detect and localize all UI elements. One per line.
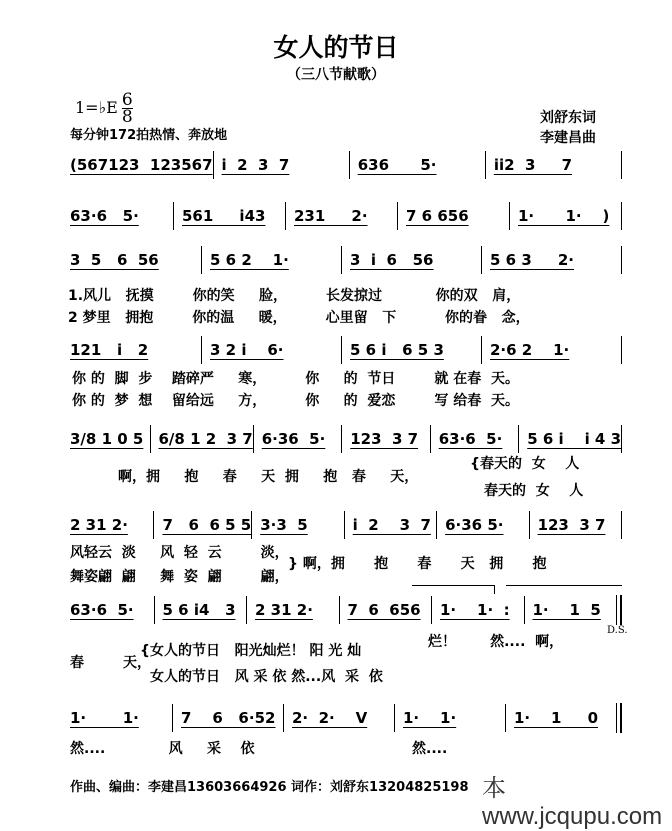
lyric-line: 然.... xyxy=(412,741,448,757)
measure: 1· 1· ) xyxy=(518,207,610,225)
measure: 63·6 5· xyxy=(438,430,503,448)
volta-bracket-1 xyxy=(412,585,495,594)
measure: 6·36 5· xyxy=(445,516,504,534)
measure: 5 6 i4 3 xyxy=(162,601,236,619)
notation-row xyxy=(62,247,622,273)
notation-row xyxy=(62,203,622,229)
measure: 5 6 i 6 5 3 xyxy=(350,341,444,359)
composer-credit: 李建昌曲 xyxy=(540,130,596,146)
measure: 6·36 5· xyxy=(261,430,326,448)
measure: 2· 2· V xyxy=(292,709,368,727)
da-segno-mark: D.S. xyxy=(607,625,628,636)
measure: 1· 1· : xyxy=(440,601,510,619)
lyric-line: 2 梦里 拥抱 你的温 暖， 心里留 下 你的眷 念， xyxy=(68,310,530,326)
key-text: 1=♭E xyxy=(75,98,118,117)
lyric-line: 啊，拥 抱 春 天 拥 抱 春 天， xyxy=(118,469,419,485)
watermark: 本www.jcqupu.com xyxy=(482,775,663,830)
measure: 5 6 2 1· xyxy=(210,251,289,269)
notation-row xyxy=(62,337,622,363)
barline xyxy=(621,246,622,274)
time-numerator: 6 xyxy=(121,90,133,110)
barline xyxy=(616,595,622,625)
measure: i 2 3 7 xyxy=(352,516,431,534)
measure: 5 6 3 2· xyxy=(490,251,575,269)
lyric-line: 春天的 女 人 xyxy=(484,483,584,499)
notation-row xyxy=(62,152,622,178)
barline xyxy=(621,151,622,179)
measure: 7 6 6 5 5 xyxy=(162,516,252,534)
lyric-line: 舞姿翩 翩 舞 姿 翩 翩， xyxy=(70,569,289,585)
lyric-line: 1.风儿 抚摸 你的笑 脸， 长发掠过 你的双 肩， xyxy=(68,288,521,304)
footer-credits: 作曲、编曲：李建昌13603664926 词作：刘舒东13204825198 xyxy=(70,780,469,795)
lyric-line: {女人的节日 阳光灿烂！ 阳 光 灿 xyxy=(140,643,362,659)
lyric-line: 烂！ 然.... 啊， xyxy=(428,634,564,650)
measure: 1· 1 5 xyxy=(532,601,601,619)
notation-row xyxy=(62,426,622,452)
measure: 123 3 7 xyxy=(350,430,419,448)
time-denominator: 8 xyxy=(121,107,133,127)
key-signature xyxy=(75,92,133,125)
measure: 3 2 i 6· xyxy=(210,341,284,359)
notation-row xyxy=(62,512,622,538)
notation-row xyxy=(62,705,622,731)
volta-bracket-2 xyxy=(506,585,622,594)
measure: 121 i 2 xyxy=(70,341,149,359)
lyric-line: 然.... 风 采 依 xyxy=(70,741,255,757)
song-subtitle: （三八节献歌） xyxy=(287,67,385,83)
measure: 7 6 656 xyxy=(406,207,469,225)
lyric-line: 你 的 梦 想 留给远 方， 你 的 爱恋 写 给春 天。 xyxy=(72,393,519,409)
measure: 5 6 i i 4 3 xyxy=(527,430,622,448)
measure: 123 3 7 xyxy=(537,516,606,534)
measure: 3·3 5 xyxy=(260,516,308,534)
measure: 1· 1· xyxy=(70,709,139,727)
measure: (567123 123567 xyxy=(70,156,213,174)
barline xyxy=(621,511,622,539)
measure: 1· 1 0 xyxy=(514,709,599,727)
measure: 7 6 6·52 xyxy=(181,709,276,727)
measure: 6/8 1 2 3 7 xyxy=(158,430,253,448)
measure: 3 i 6 56 xyxy=(350,251,434,269)
measure: 231 2· xyxy=(294,207,368,225)
measure: 3/8 1 0 5 xyxy=(70,430,144,448)
lyricist-credit: 刘舒东词 xyxy=(540,110,596,126)
lyric-line: 春 天， xyxy=(70,655,151,671)
barline xyxy=(616,703,622,733)
measure: ii2 3 7 xyxy=(493,156,573,174)
measure: 636 5· xyxy=(357,156,437,174)
measure: 63·6 5· xyxy=(70,207,139,225)
lyric-line: 风轻云 淡 风 轻 云 淡， xyxy=(70,545,289,561)
tempo-marking: 每分钟172拍热情、奔放地 xyxy=(70,128,228,143)
measure: 7 6 656 xyxy=(347,601,421,619)
time-signature xyxy=(122,92,133,125)
measure: 2·6 2 1· xyxy=(490,341,570,359)
measure: 3 5 6 56 xyxy=(70,251,159,269)
lyric-line: 女人的节日 风 采 依 然...风 采 依 xyxy=(150,669,383,685)
measure: 2 31 2· xyxy=(255,601,313,619)
measure: 2 31 2· xyxy=(70,516,128,534)
measure: 561 i43 xyxy=(182,207,266,225)
barline xyxy=(621,202,622,230)
measure: i 2 3 7 xyxy=(221,156,290,174)
lyric-line: {春天的 女 人 xyxy=(470,456,580,472)
song-title: 女人的节日 xyxy=(273,33,399,62)
measure: 63·6 5· xyxy=(70,601,134,619)
lyric-line: } 啊，拥 抱 春 天 拥 抱 xyxy=(288,556,547,572)
notation-row xyxy=(62,597,622,623)
measure: 1· 1· xyxy=(403,709,457,727)
lyric-line: 你 的 脚 步 踏碎严 寒， 你 的 节日 就 在春 天。 xyxy=(72,371,519,387)
barline xyxy=(621,425,622,453)
barline xyxy=(621,336,622,364)
